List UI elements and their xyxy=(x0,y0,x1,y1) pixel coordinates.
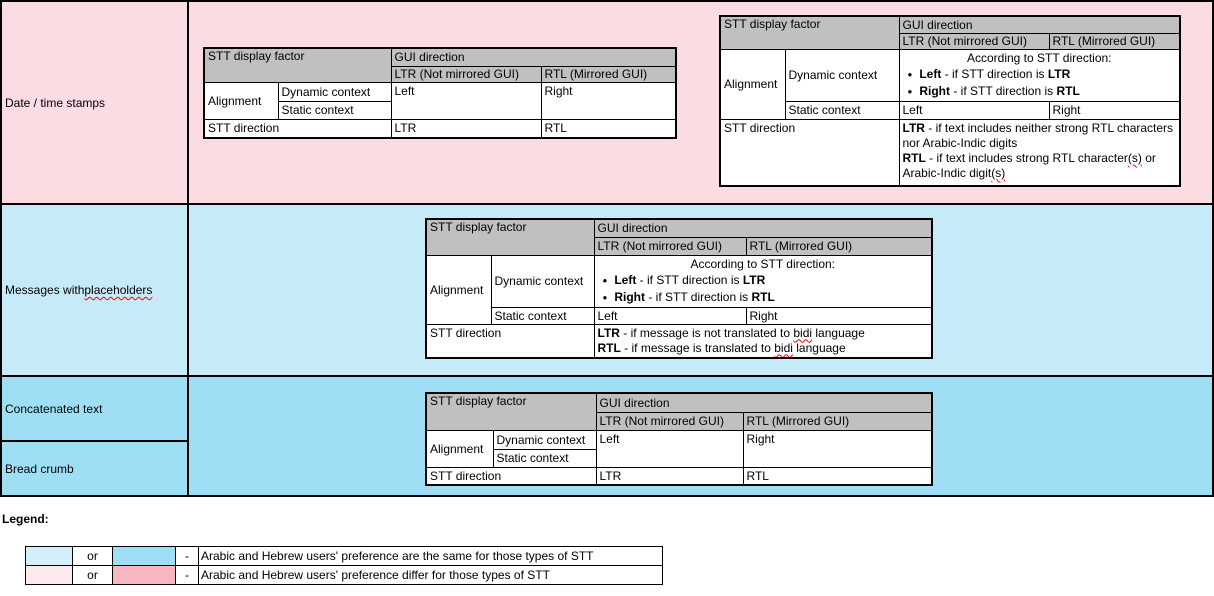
bullet-icon: ● xyxy=(907,70,913,79)
label-column-date-time xyxy=(2,2,189,203)
dynamic-rule-bullet-right: ● Right - if STT direction is RTL xyxy=(602,290,775,304)
header-stt-display-factor: STT display factor xyxy=(720,16,899,49)
value-alignment-ltr: Left xyxy=(391,82,541,119)
legend-dash: - xyxy=(176,547,199,566)
bullet-icon: ● xyxy=(602,276,608,285)
cell-stt-direction: STT direction xyxy=(204,119,391,138)
row-cell-bread-crumb xyxy=(2,442,187,495)
cell-alignment: Alignment xyxy=(426,255,491,324)
header-stt-display-factor: STT display factor xyxy=(204,48,391,82)
legend-row-same xyxy=(26,547,663,566)
header-gui-direction: GUI direction xyxy=(596,393,932,412)
direction-rule-ltr: LTR - if text includes neither strong RTL characters nor Arabic-Indic digits xyxy=(902,120,1174,150)
value-direction-rtl: RTL xyxy=(743,467,932,485)
dynamic-rule-bullet-right: ● Right - if STT direction is RTL xyxy=(907,84,1080,98)
legend-row-differ xyxy=(26,566,663,585)
cell-dynamic-context: Dynamic context xyxy=(491,255,594,307)
cell-static-context: Static context xyxy=(493,449,596,467)
value-static-rtl: Right xyxy=(1049,101,1180,119)
bullet-icon: ● xyxy=(907,87,913,96)
table-date-time-simple xyxy=(203,47,677,139)
bullet-icon: ● xyxy=(602,293,608,302)
value-dynamic-rule xyxy=(594,255,932,307)
row-label-messages: Messages with placeholders xyxy=(5,283,153,297)
header-rtl-gui: RTL (Mirrored GUI) xyxy=(743,412,932,430)
header-ltr-gui: LTR (Not mirrored GUI) xyxy=(899,33,1049,49)
row-label-bread-crumb: Bread crumb xyxy=(5,461,74,476)
row-cell-concatenated-text xyxy=(2,377,187,442)
label-column-concat-breadcrumb xyxy=(2,377,189,495)
direction-rule-ltr: LTR - if message is not translated to bidi language xyxy=(597,325,865,340)
dynamic-rule-heading: According to STT direction: xyxy=(966,51,1112,65)
value-direction-ltr: LTR xyxy=(391,119,541,138)
value-static-rtl: Right xyxy=(746,307,932,324)
value-direction-ltr: LTR xyxy=(596,467,743,485)
header-rtl-gui: RTL (Mirrored GUI) xyxy=(541,66,676,82)
header-gui-direction: GUI direction xyxy=(899,16,1180,33)
legend-text-differ: Arabic and Hebrew users' preference differ for those types of STT xyxy=(199,566,663,585)
header-ltr-gui: LTR (Not mirrored GUI) xyxy=(596,412,743,430)
table-concat-breadcrumb xyxy=(425,392,933,486)
value-static-ltr: Left xyxy=(594,307,746,324)
header-ltr-gui: LTR (Not mirrored GUI) xyxy=(594,237,746,255)
legend-text-same: Arabic and Hebrew users' preference are the same for those types of STT xyxy=(199,547,663,566)
legend-or: or xyxy=(73,566,113,585)
header-ltr-gui: LTR (Not mirrored GUI) xyxy=(391,66,541,82)
cell-static-context: Static context xyxy=(785,101,899,119)
cell-dynamic-context: Dynamic context xyxy=(278,82,391,101)
header-stt-display-factor: STT display factor xyxy=(426,393,596,430)
cell-alignment: Alignment xyxy=(720,49,785,119)
value-alignment-ltr: Left xyxy=(596,430,743,467)
cell-stt-direction: STT direction xyxy=(426,324,594,358)
legend-dash: - xyxy=(176,566,199,585)
swatch-light-pink xyxy=(26,566,73,585)
cell-stt-direction: STT direction xyxy=(426,467,596,485)
value-static-ltr: Left xyxy=(899,101,1049,119)
dynamic-rule-heading: According to STT direction: xyxy=(690,257,835,271)
value-dynamic-rule xyxy=(899,49,1180,101)
cell-static-context: Static context xyxy=(278,101,391,119)
cell-alignment: Alignment xyxy=(426,430,493,467)
legend-or: or xyxy=(73,547,113,566)
cell-dynamic-context: Dynamic context xyxy=(493,430,596,449)
value-alignment-rtl: Right xyxy=(743,430,932,467)
cell-static-context: Static context xyxy=(491,307,594,324)
header-gui-direction: GUI direction xyxy=(594,219,932,237)
cell-stt-direction: STT direction xyxy=(720,119,899,186)
header-gui-direction: GUI direction xyxy=(391,48,676,66)
swatch-dark-pink xyxy=(113,566,176,585)
value-direction-rule xyxy=(594,324,932,358)
label-column-messages xyxy=(2,205,189,375)
dynamic-rule-bullet-left: ● Left - if STT direction is LTR xyxy=(602,273,766,287)
header-rtl-gui: RTL (Mirrored GUI) xyxy=(746,237,932,255)
swatch-light-blue xyxy=(26,547,73,566)
row-label-concatenated-text: Concatenated text xyxy=(5,401,103,416)
table-messages-detail xyxy=(425,218,933,359)
value-direction-rule xyxy=(899,119,1180,186)
value-direction-rtl: RTL xyxy=(541,119,676,138)
cell-dynamic-context: Dynamic context xyxy=(785,49,899,101)
header-stt-display-factor: STT display factor xyxy=(426,219,594,255)
cell-alignment: Alignment xyxy=(204,82,278,119)
dynamic-rule-bullet-left: ● Left - if STT direction is LTR xyxy=(907,67,1071,81)
direction-rule-rtl: RTL - if message is translated to bidi language xyxy=(597,340,846,355)
swatch-dark-blue xyxy=(113,547,176,566)
table-date-time-detail xyxy=(719,15,1181,187)
direction-rule-rtl: RTL - if text includes strong RTL character(s) or Arabic-Indic digit(s) xyxy=(902,150,1156,180)
row-label-date-time-stamps: Date / time stamps xyxy=(5,95,106,110)
value-alignment-rtl: Right xyxy=(541,82,676,119)
legend-title: Legend: xyxy=(2,512,49,526)
header-rtl-gui: RTL (Mirrored GUI) xyxy=(1049,33,1180,49)
legend-table xyxy=(25,546,663,585)
